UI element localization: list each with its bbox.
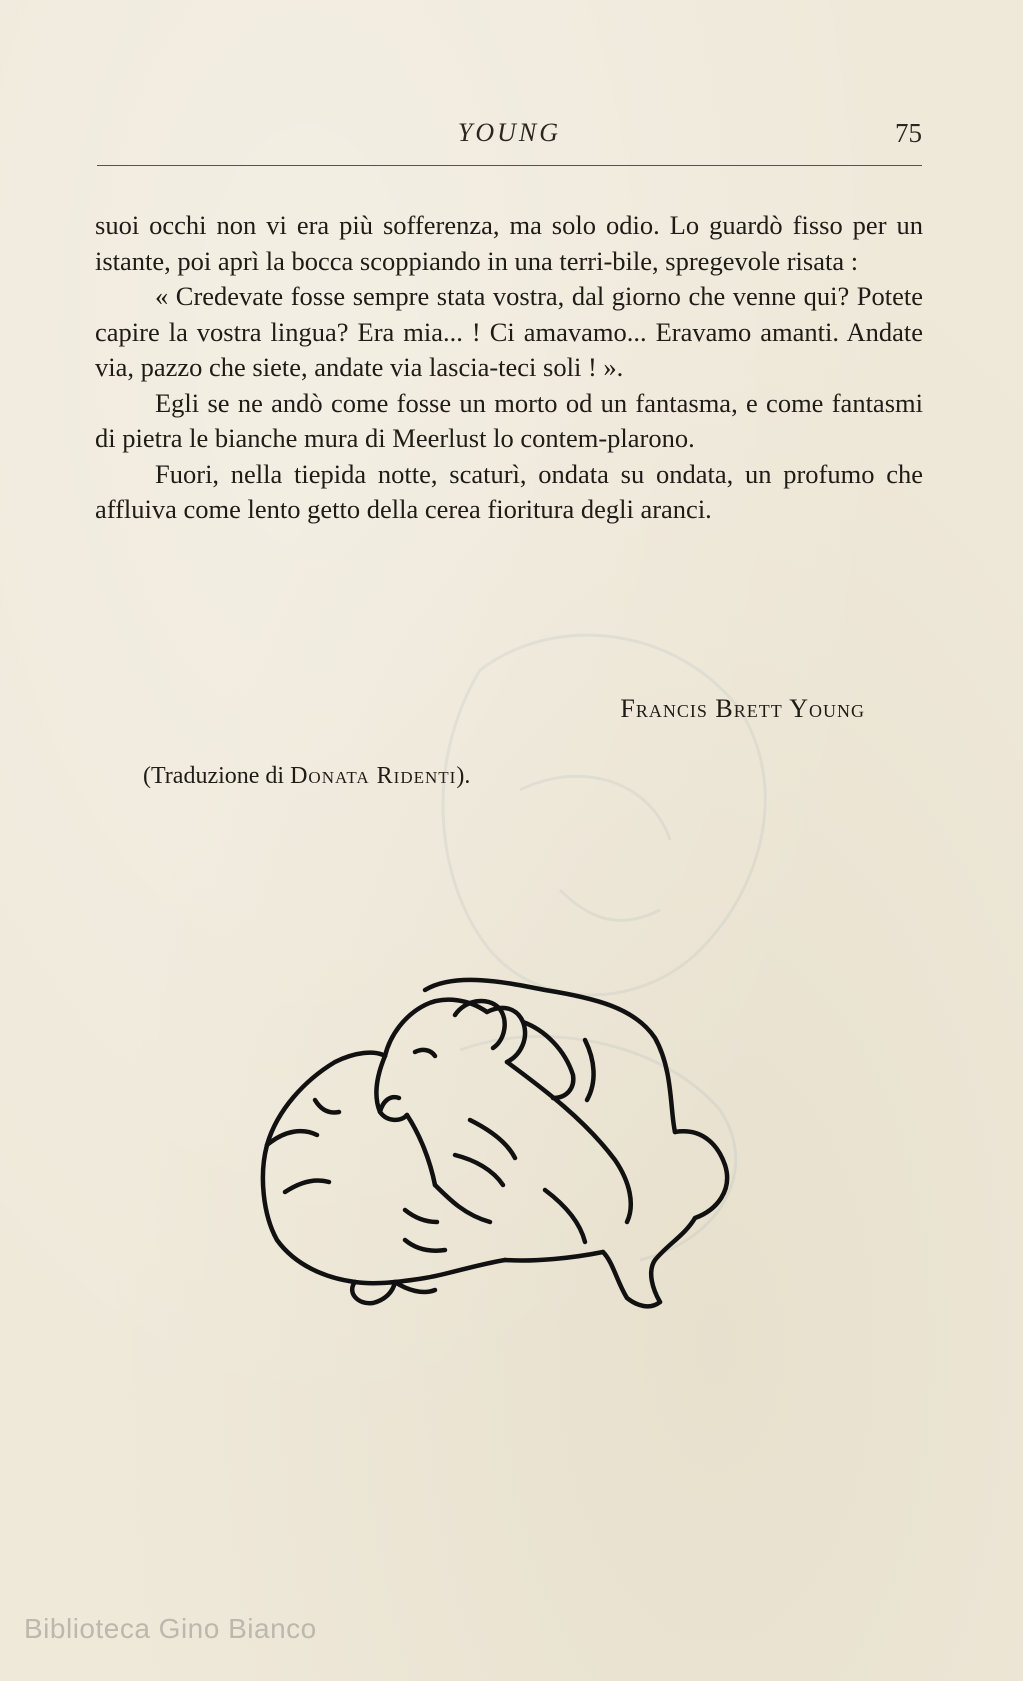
dog-illustration-icon [255, 960, 775, 1340]
body-text [95, 208, 923, 528]
translation-suffix: ). [456, 763, 471, 789]
header-rule [97, 165, 922, 166]
running-title: YOUNG [457, 118, 562, 147]
paragraph-3: Egli se ne andò come fosse un morto od un fantasma, e come fantasmi di pietra le bianche mura di Meerlust lo contem-plarono. [95, 387, 923, 453]
paragraph-4: Fuori, nella tiepida notte, scaturì, ondata su ondata, un profumo che affluiva come lento getto della cerea fioritura degli aranci. [95, 458, 923, 524]
page-number: 75 [895, 118, 922, 148]
library-watermark: Biblioteca Gino Bianco [24, 1613, 317, 1644]
running-head [97, 118, 922, 158]
paragraph-1: suoi occhi non vi era più sofferenza, ma solo odio. Lo guardò fisso per un istante, poi aprì la bocca scoppiando in una terri-bile, spregevole risata : [95, 210, 923, 276]
paragraph-2: « Credevate fosse sempre stata vostra, dal giorno che venne qui? Potete capire la vostra lingua? Era mia... ! Ci amavamo... Eravamo amanti. Andate via, pazzo che siete, andate via lascia-teci soli ! ». [95, 281, 923, 382]
translation-prefix: (Traduzione di [143, 763, 291, 789]
translator-name: Donata Ridenti [290, 763, 457, 789]
author-signature: Francis Brett Young [620, 694, 865, 723]
